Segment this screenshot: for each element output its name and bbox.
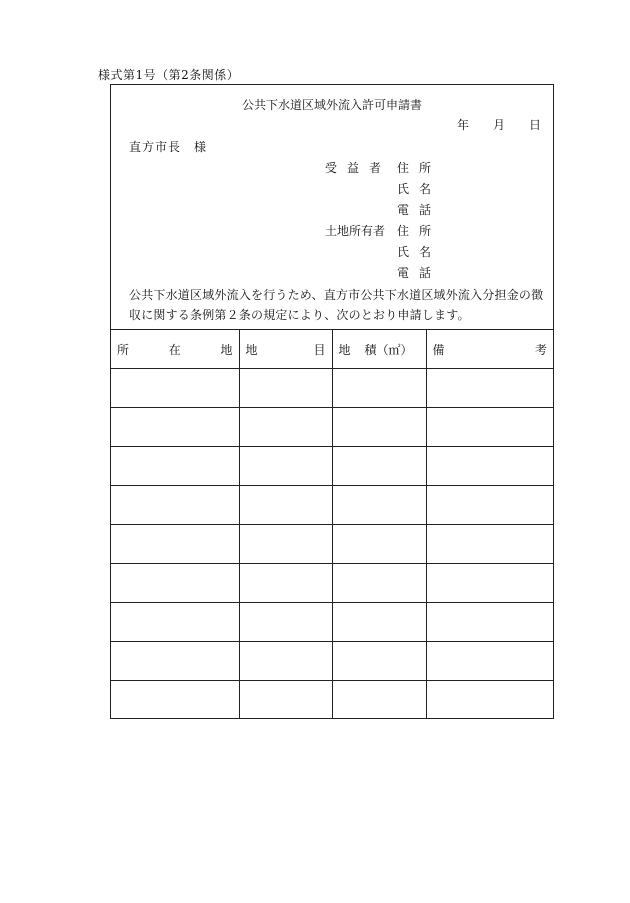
table-row (111, 681, 553, 720)
land-category-cell[interactable] (239, 603, 332, 642)
land-category-cell[interactable] (239, 447, 332, 486)
header-location (111, 330, 239, 369)
header-remarks (426, 330, 553, 369)
beneficiary-phone-label-2: 話 (419, 203, 432, 217)
header-location-char-2: 在 (168, 342, 181, 357)
beneficiary-label-char-2: 益 (347, 161, 360, 175)
location-cell[interactable] (111, 564, 239, 603)
remarks-cell[interactable] (426, 603, 553, 642)
land-category-cell[interactable] (239, 525, 332, 564)
area-cell[interactable] (332, 369, 426, 408)
landowner-name-label-2: 名 (419, 245, 432, 259)
remarks-cell[interactable] (426, 447, 553, 486)
remarks-cell[interactable] (426, 525, 553, 564)
beneficiary-address-label-1: 住 (397, 161, 410, 175)
table-row (111, 525, 553, 564)
land-category-cell[interactable] (239, 408, 332, 447)
location-cell[interactable] (111, 408, 239, 447)
land-category-cell[interactable] (239, 369, 332, 408)
beneficiary-label-char-3: 者 (369, 161, 382, 175)
landowner-name-label-1: 氏 (397, 245, 410, 259)
header-land-category (239, 330, 332, 369)
table-row (111, 408, 553, 447)
remarks-cell[interactable] (426, 486, 553, 525)
landowner-address-label-2: 所 (419, 224, 432, 238)
area-cell[interactable] (332, 603, 426, 642)
area-cell[interactable] (332, 681, 426, 720)
location-cell[interactable] (111, 681, 239, 720)
land-details-table (111, 329, 553, 719)
area-cell[interactable] (332, 486, 426, 525)
table-row (111, 369, 553, 408)
remarks-cell[interactable] (426, 564, 553, 603)
area-cell[interactable] (332, 564, 426, 603)
location-cell[interactable] (111, 525, 239, 564)
area-cell[interactable] (332, 408, 426, 447)
area-cell[interactable] (332, 525, 426, 564)
landowner-phone-label-1: 電 (397, 266, 410, 280)
header-area-char-1: 地 (338, 342, 351, 357)
application-form-frame (110, 84, 554, 719)
addressee: 直方市長 様 (129, 140, 208, 154)
beneficiary-phone-label-1: 電 (397, 203, 410, 217)
location-cell[interactable] (111, 369, 239, 408)
remarks-cell[interactable] (426, 642, 553, 681)
application-statement: 公共下水道区域外流入を行うため、直方市公共下水道区域外流入分担金の徴収に関する条例第２条の規定により、次のとおり申請します。 (129, 288, 544, 322)
beneficiary-name-label-1: 氏 (397, 182, 410, 196)
header-land-category-char-1: 地 (245, 342, 258, 357)
date-month-label: 月 (493, 118, 506, 132)
date-day-label: 日 (529, 118, 542, 132)
table-row (111, 486, 553, 525)
land-category-cell[interactable] (239, 681, 332, 720)
land-category-cell[interactable] (239, 486, 332, 525)
header-location-char-1: 所 (117, 342, 130, 357)
beneficiary-address-label-2: 所 (419, 161, 432, 175)
header-location-char-3: 地 (220, 342, 233, 357)
beneficiary-name-label-2: 名 (419, 182, 432, 196)
header-area-char-2: 積（㎡） (364, 342, 413, 357)
remarks-cell[interactable] (426, 369, 553, 408)
location-cell[interactable] (111, 447, 239, 486)
land-category-cell[interactable] (239, 564, 332, 603)
land-category-cell[interactable] (239, 642, 332, 681)
landowner-label: 土地所有者 (325, 224, 386, 238)
area-cell[interactable] (332, 642, 426, 681)
table-row (111, 603, 553, 642)
remarks-cell[interactable] (426, 408, 553, 447)
form-number-label: 様式第1号（第2条関係） (98, 68, 240, 82)
date-year-label: 年 (457, 118, 470, 132)
remarks-cell[interactable] (426, 681, 553, 720)
table-header-row (111, 330, 553, 369)
landowner-address-label-1: 住 (397, 224, 410, 238)
table-row (111, 447, 553, 486)
landowner-phone-label-2: 話 (419, 266, 432, 280)
location-cell[interactable] (111, 603, 239, 642)
header-land-category-char-2: 目 (313, 342, 326, 357)
form-title: 公共下水道区域外流入許可申請書 (241, 98, 422, 112)
beneficiary-label-char-1: 受 (325, 161, 338, 175)
table-row (111, 564, 553, 603)
table-row (111, 642, 553, 681)
area-cell[interactable] (332, 447, 426, 486)
header-remarks-char-2: 考 (534, 342, 547, 357)
header-remarks-char-1: 備 (432, 342, 445, 357)
location-cell[interactable] (111, 486, 239, 525)
header-area (332, 330, 426, 369)
location-cell[interactable] (111, 642, 239, 681)
